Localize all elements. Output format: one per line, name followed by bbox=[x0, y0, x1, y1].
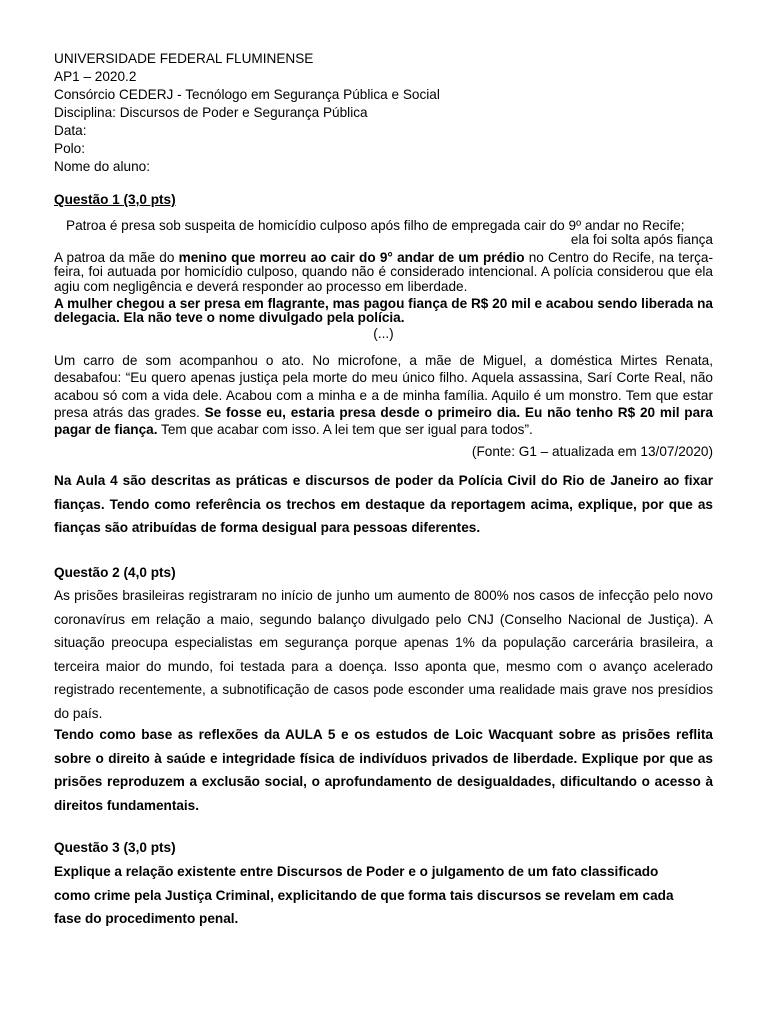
news-text: A patroa da mãe do bbox=[54, 250, 179, 265]
date-label: Data: bbox=[54, 123, 87, 138]
student-name-label: Nome do aluno: bbox=[54, 159, 150, 174]
question-2-title: Questão 2 (4,0 pts) bbox=[54, 565, 176, 580]
polo-label: Polo: bbox=[54, 141, 85, 156]
question-3-title: Questão 3 (3,0 pts) bbox=[54, 840, 176, 855]
news-paragraph-3 bbox=[54, 352, 713, 438]
news-text: Tem que acabar com isso. A lei tem que ser igual para todos”. bbox=[157, 422, 533, 438]
news-headline-sub: ela foi solta após fiança bbox=[570, 232, 713, 248]
news-text: Um carro de som acompanhou o ato. No microfone, a mãe de Miguel, a doméstica Mirtes Renata, desabafou: “Eu quero apenas justiça pela morte do meu único filho. Aquela assassina, Sarí Corte Real, não acabou só com a vida dele. Acabou com a minha e a de minha família. Aquilo é um monstro. Tem que estar presa atrás das grades. bbox=[54, 353, 713, 420]
question-2-prompt: Tendo como base as reflexões da AULA 5 e os estudos de Loic Wacquant sobre as prisões reflita sobre o direito à saúde e integridade física de indivíduos privados de liberdade. Explique por que as prisões reproduzem a exclusão social, o aprofundamento de desigualdades, dificultando o acesso à direitos fundamentais. bbox=[54, 727, 713, 813]
news-highlight: Se fosse eu, estaria presa desde o primeiro dia. Eu não tenho R$ 20 mil para pagar de fiança. bbox=[54, 404, 713, 438]
discipline-line: Disciplina: Discursos de Poder e Segurança Pública bbox=[54, 105, 368, 120]
exam-code: AP1 – 2020.2 bbox=[54, 69, 137, 84]
exam-header bbox=[54, 50, 440, 176]
news-highlight: menino que morreu ao cair do 9° andar de um prédio bbox=[178, 250, 525, 265]
news-text: no Centro do Recife, na terça-feira, foi autuada por homicídio culposo, quando não é considerado intencional. A polícia considerou que ela agiu com negligência e deverá responder ao processo em liberdade. bbox=[54, 250, 713, 294]
question-2-text: As prisões brasileiras registraram no início de junho um aumento de 800% nos casos de infecção pelo novo coronavírus em relação a maio, segundo balanço divulgado pelo CNJ (Conselho Nacional de Justiça). A situação preocupa especialistas em segurança porque apenas 1% da população carcerária brasileira, a terceira maior do mundo, foi testada para a doença. Isso aponta que, mesmo com o avanço acelerado registrado recentemente, a subnotificação de casos pode esconder uma realidade mais grave nos presídios do país. bbox=[54, 588, 713, 721]
university-name: UNIVERSIDADE FEDERAL FLUMINENSE bbox=[54, 51, 314, 66]
question-3-prompt: Explique a relação existente entre Discursos de Poder e o julgamento de um fato classificado como crime pela Justiça Criminal, explicitando de que forma tais discursos se revelam em cada fase do procedimento penal. bbox=[54, 864, 674, 926]
news-paragraph-2-highlight: A mulher chegou a ser presa em flagrante, mas pagou fiança de R$ 20 mil e acabou sendo liberada na delegacia. Ela não teve o nome divulgado pela polícia. bbox=[54, 296, 713, 326]
news-headline-main: Patroa é presa sob suspeita de homicídio culposo após filho de empregada cair do 9º andar no Recife; bbox=[66, 218, 685, 233]
news-paragraph-1 bbox=[54, 251, 713, 294]
question-1-title: Questão 1 (3,0 pts) bbox=[54, 192, 176, 207]
news-headline bbox=[54, 219, 713, 248]
consortium-line: Consórcio CEDERJ - Tecnólogo em Segurança Pública e Social bbox=[54, 87, 440, 102]
news-source: (Fonte: G1 – atualizada em 13/07/2020) bbox=[471, 444, 713, 459]
question-1-prompt: Na Aula 4 são descritas as práticas e discursos de poder da Polícia Civil do Rio de Janeiro ao fixar fianças. Tendo como referência os trechos em destaque da reportagem acima, explique, por que as fianças são atribuídas de forma desigual para pessoas diferentes. bbox=[54, 473, 713, 535]
news-ellipsis: (...) bbox=[373, 326, 394, 341]
